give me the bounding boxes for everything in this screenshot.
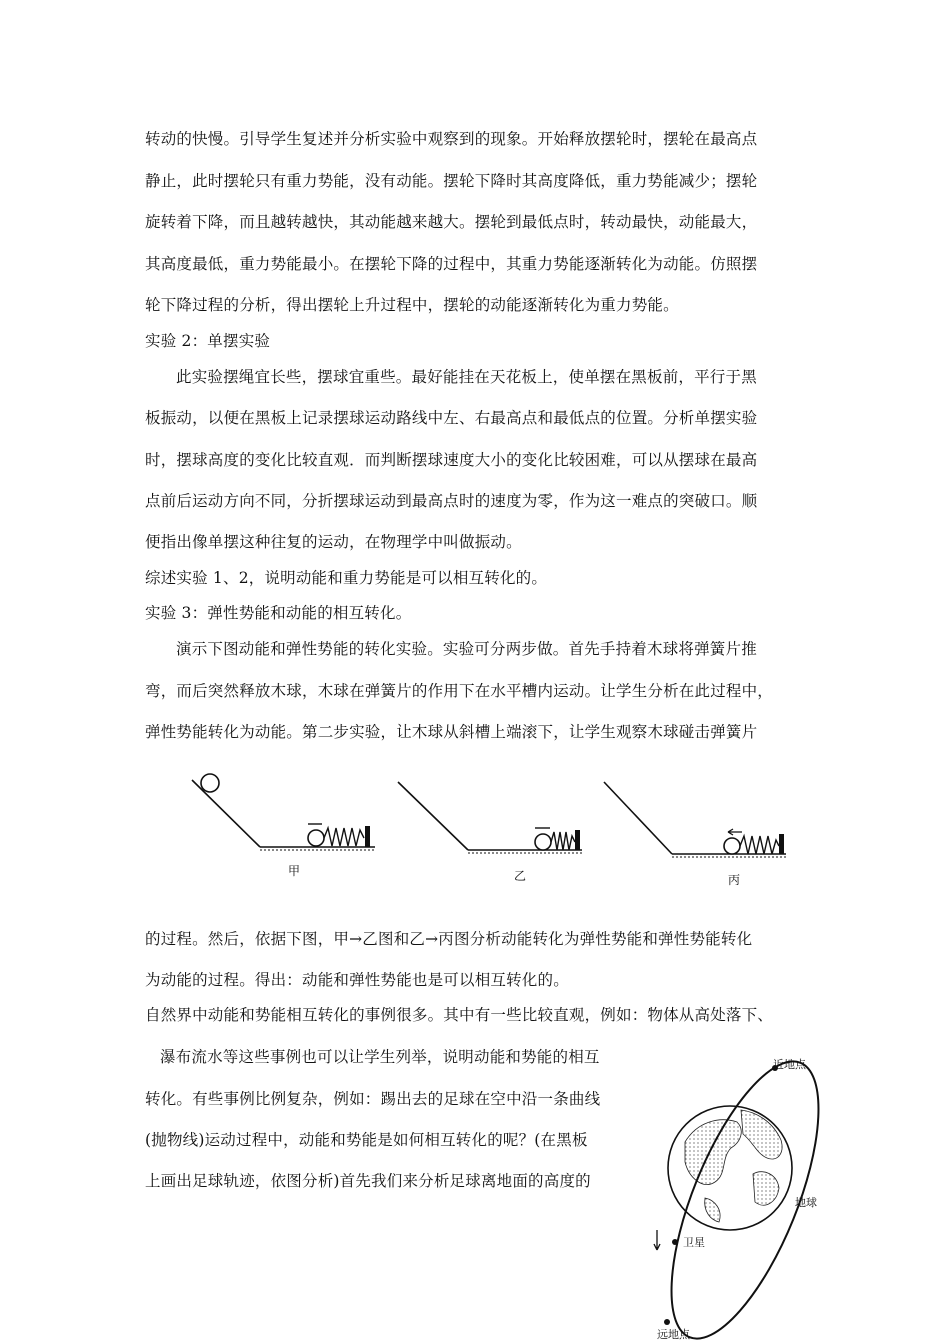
ball-icon bbox=[535, 834, 551, 850]
label-perigee: 近地点 bbox=[773, 1058, 806, 1071]
spring-icon bbox=[324, 828, 364, 846]
panel-jia bbox=[192, 774, 375, 878]
summary-line: 综述实验 1、2，说明动能和重力势能是可以相互转化的。 bbox=[145, 569, 548, 587]
arrow-down-icon bbox=[654, 1230, 660, 1250]
spring-icon bbox=[740, 836, 779, 854]
label-bing: 丙 bbox=[728, 873, 741, 887]
para2-line-4: 点前后运动方向不同，分折摆球运动到最高点时的速度为零，作为这一难点的突破口。顺 bbox=[145, 492, 758, 510]
label-yi: 乙 bbox=[514, 869, 527, 883]
panel-bing bbox=[604, 782, 786, 887]
para2-line-3: 时，摆球高度的变化比较直观．而判断摆球速度大小的变化比较困难，可以从摆球在最高 bbox=[145, 451, 758, 469]
para4-line-1: 的过程。然后，依据下图，甲→乙图和乙→丙图分析动能转化为弹性势能和弹性势能转化 bbox=[145, 930, 753, 948]
spring-icon bbox=[551, 832, 575, 850]
ball-icon bbox=[308, 830, 324, 846]
label-jia: 甲 bbox=[288, 864, 301, 878]
para1-line-1: 转动的快慢。引导学生复述并分析实验中观察到的现象。开始释放摆轮时，摆轮在最高点 bbox=[145, 130, 758, 148]
para1-line-3: 旋转着下降，而且越转越快，其动能越来越大。摆轮到最低点时，转动最快，动能最大， bbox=[145, 213, 758, 231]
para5-wrap-line-1: 瀑布流水等这些事例也可以让学生列举，说明动能和势能的相互 bbox=[160, 1048, 600, 1066]
para5-wrap-line-4: 上画出足球轨迹，依图分析)首先我们来分析足球离地面的高度的 bbox=[145, 1172, 591, 1190]
exp3-title: 实验 3：弹性势能和动能的相互转化。 bbox=[145, 604, 412, 622]
arrow-left-icon bbox=[728, 829, 742, 835]
para3-line-2: 弯，而后突然释放木球，木球在弹簧片的作用下在水平槽内运动。让学生分析在此过程中， bbox=[145, 682, 774, 700]
ball-icon bbox=[201, 774, 219, 792]
para1-line-4: 其高度最低，重力势能最小。在摆轮下降的过程中，其重力势能逐渐转化为动能。仿照摆 bbox=[145, 255, 758, 273]
satellite-orbit-figure bbox=[645, 1050, 845, 1340]
satellite-icon bbox=[672, 1239, 678, 1245]
label-earth: 地球 bbox=[795, 1196, 817, 1209]
para2-line-5: 便指出像单摆这种往复的运动，在物理学中叫做振动。 bbox=[145, 533, 522, 551]
para1-line-5: 轮下降过程的分析，得出摆轮上升过程中，摆轮的动能逐渐转化为重力势能。 bbox=[145, 296, 679, 314]
panel-yi bbox=[398, 782, 582, 883]
para3-line-3: 弹性势能转化为动能。第二步实验，让木球从斜槽上端滚下，让学生观察木球碰击弹簧片 bbox=[145, 723, 758, 741]
para3-line-1: 演示下图动能和弹性势能的转化实验。实验可分两步做。首先手持着木球将弹簧片推 bbox=[176, 640, 757, 658]
para1-line-2: 静止，此时摆轮只有重力势能，没有动能。摆轮下降时其高度降低，重力势能减少；摆轮 bbox=[145, 172, 758, 190]
label-satellite: 卫星 bbox=[683, 1236, 705, 1249]
para4-line-2: 为动能的过程。得出：动能和弹性势能也是可以相互转化的。 bbox=[145, 971, 569, 989]
spring-ramp-figure bbox=[180, 760, 800, 900]
ball-icon bbox=[724, 838, 740, 854]
para2-line-1: 此实验摆绳宜长些，摆球宜重些。最好能挂在天花板上，使单摆在黑板前，平行于黑 bbox=[176, 368, 757, 386]
label-apogee: 远地点 bbox=[657, 1328, 690, 1340]
exp2-title: 实验 2：单摆实验 bbox=[145, 332, 271, 350]
para5-wrap-line-3: (抛物线)运动过程中，动能和势能是如何相互转化的呢？(在黑板 bbox=[145, 1131, 588, 1149]
para5-wrap-line-2: 转化。有些事例比例复杂，例如：踢出去的足球在空中沿一条曲线 bbox=[145, 1090, 601, 1108]
para5-line-1: 自然界中动能和势能相互转化的事例很多。其中有一些比较直观，例如：物体从高处落下、 bbox=[145, 1006, 774, 1024]
para2-line-2: 板振动，以便在黑板上记录摆球运动路线中左、右最高点和最低点的位置。分析单摆实验 bbox=[145, 409, 758, 427]
